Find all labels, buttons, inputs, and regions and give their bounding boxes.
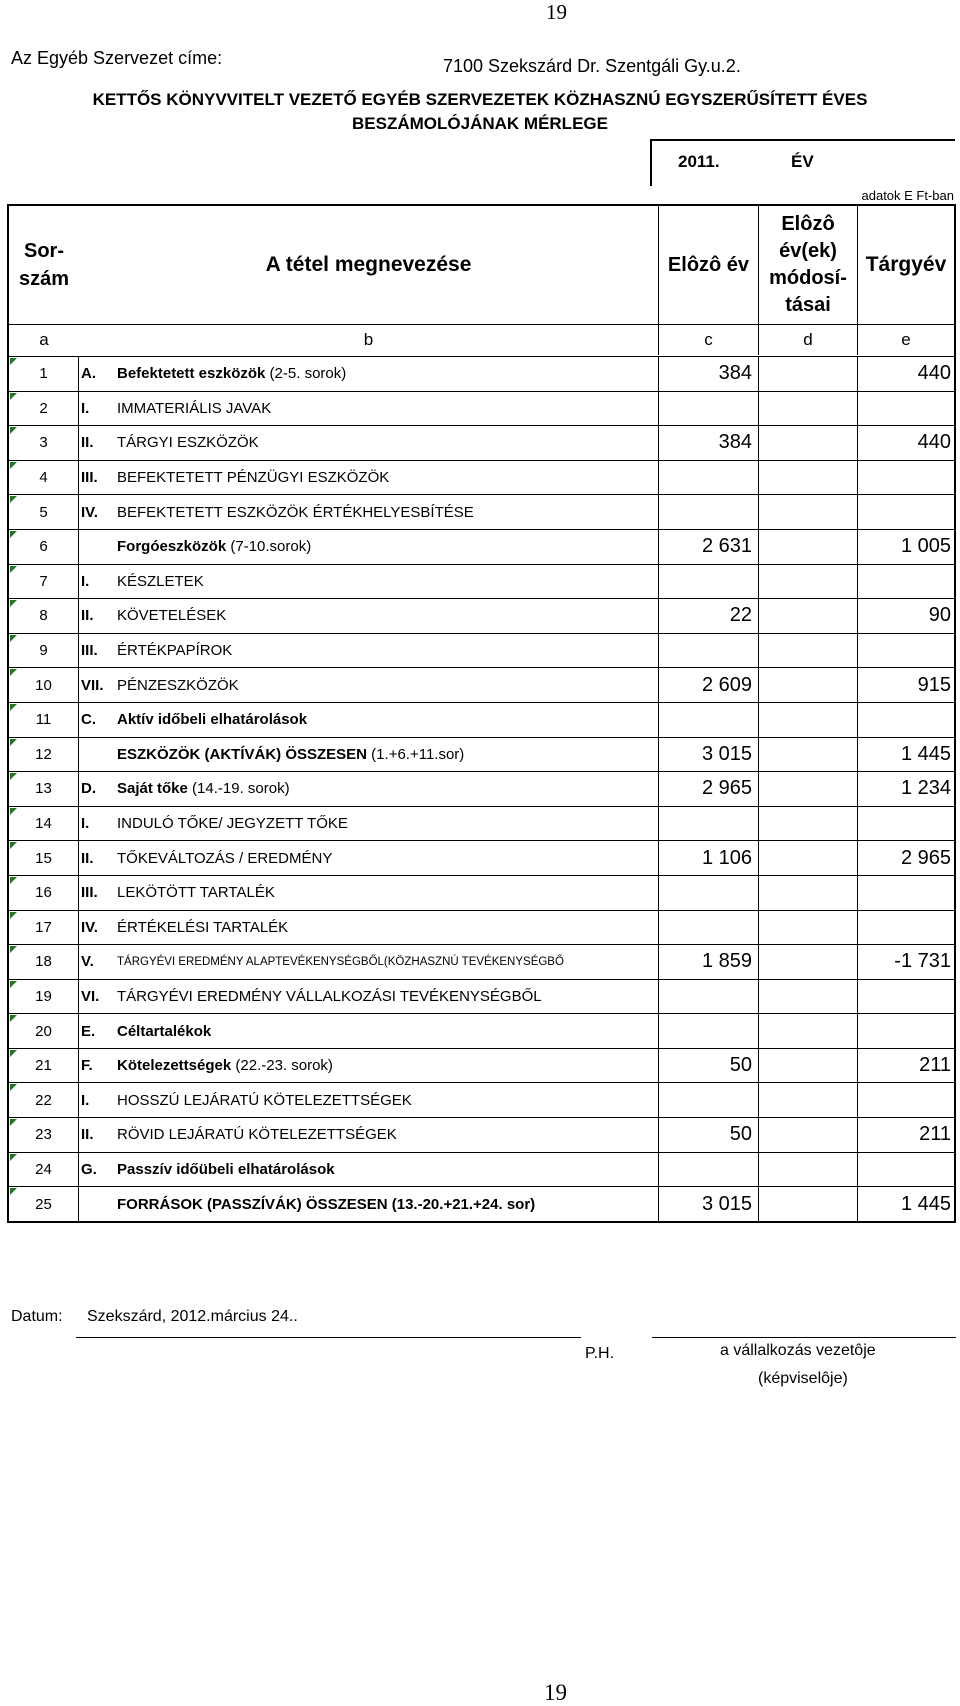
row-code: I. — [81, 1091, 90, 1109]
row-curr-value: -1 731 — [857, 945, 954, 979]
row-name — [117, 392, 660, 426]
row-number — [9, 1153, 79, 1187]
header-sorszam-line2: szám — [18, 268, 70, 290]
row-name — [117, 1187, 660, 1221]
row-mod-value — [758, 530, 857, 564]
row-prev-value: 2 631 — [658, 530, 758, 564]
page-number-bottom: 19 — [544, 1680, 567, 1705]
cell-marker-icon — [10, 1119, 17, 1126]
cell-marker-icon — [10, 566, 17, 573]
row-prev-value: 50 — [658, 1118, 758, 1152]
row-name — [117, 738, 660, 772]
row-mod-value — [758, 599, 857, 633]
row-number-text: 25 — [35, 1195, 52, 1213]
table-row — [9, 356, 954, 391]
cell-marker-icon — [10, 739, 17, 746]
row-mod-value — [758, 1118, 857, 1152]
row-number — [9, 807, 79, 841]
row-number — [9, 530, 79, 564]
row-prev-value — [658, 565, 758, 599]
row-name — [117, 807, 660, 841]
row-name-bold: Forgóeszközök — [117, 538, 227, 556]
year-value: 2011. — [678, 152, 720, 171]
cell-marker-icon — [10, 877, 17, 884]
row-code: F. — [81, 1057, 93, 1075]
row-code: V. — [81, 953, 94, 971]
row-prev-value — [658, 1083, 758, 1117]
organization-label: Az Egyéb Szervezet címe: — [11, 48, 223, 68]
row-name-text: HOSSZÚ LEJÁRATÚ KÖTELEZETTSÉGEK — [117, 1091, 412, 1109]
header-current-year: Tárgyév — [857, 206, 954, 324]
row-number-text: 2 — [39, 399, 48, 417]
row-mod-value — [758, 1049, 857, 1083]
row-number-text: 17 — [35, 918, 52, 936]
row-prev-value: 2 965 — [658, 772, 758, 806]
row-number-text: 15 — [35, 849, 52, 867]
row-number-text: 1 — [39, 365, 48, 383]
row-number — [9, 980, 79, 1014]
column-letter-e: e — [857, 325, 954, 355]
row-code: II. — [81, 849, 94, 867]
row-name — [117, 599, 660, 633]
row-code: II. — [81, 607, 94, 625]
row-name — [117, 1083, 660, 1117]
row-mod-value — [758, 772, 857, 806]
row-code: I. — [81, 572, 90, 590]
row-mod-value — [758, 841, 857, 875]
date-value: Szekszárd, 2012.március 24.. — [87, 1308, 298, 1325]
table-row — [9, 667, 954, 702]
cell-marker-icon — [10, 773, 17, 780]
row-number — [9, 392, 79, 426]
row-name — [117, 1014, 660, 1048]
table-row — [9, 875, 954, 910]
header-mod-line1: Elôzô — [781, 213, 835, 235]
column-letters-row — [9, 324, 954, 356]
header-prev-year: Elôzô év — [658, 206, 758, 324]
row-name-bold: Saját tőke — [117, 780, 188, 798]
row-number — [9, 945, 79, 979]
row-name — [117, 461, 660, 495]
table-row — [9, 737, 954, 772]
cell-marker-icon — [10, 1154, 17, 1161]
cell-marker-icon — [10, 842, 17, 849]
table-row — [9, 1186, 954, 1221]
row-number — [9, 1083, 79, 1117]
row-prev-value — [658, 495, 758, 529]
row-number — [9, 1118, 79, 1152]
row-name — [117, 426, 660, 460]
row-prev-value — [658, 1153, 758, 1187]
cell-marker-icon — [10, 704, 17, 711]
table-row — [9, 529, 954, 564]
row-mod-value — [758, 634, 857, 668]
signatory-title: a vállalkozás vezetôje — [720, 1342, 876, 1359]
row-prev-value: 2 609 — [658, 668, 758, 702]
row-prev-value: 3 015 — [658, 1187, 758, 1221]
row-name-text: LEKÖTÖTT TARTALÉK — [117, 884, 275, 902]
row-name-text: IMMATERIÁLIS JAVAK — [117, 399, 272, 417]
row-code: VII. — [81, 676, 104, 694]
cell-marker-icon — [10, 600, 17, 607]
row-curr-value: 211 — [857, 1118, 954, 1152]
row-curr-value — [857, 703, 954, 737]
row-name-text: INDULÓ TŐKE/ JEGYZETT TŐKE — [117, 815, 348, 833]
row-name — [117, 495, 660, 529]
row-curr-value: 440 — [857, 426, 954, 460]
row-number-text: 5 — [39, 503, 48, 521]
row-name-text: KÖVETELÉSEK — [117, 607, 227, 625]
row-code: E. — [81, 1022, 96, 1040]
row-prev-value: 22 — [658, 599, 758, 633]
cell-marker-icon — [10, 1084, 17, 1091]
row-code: A. — [81, 365, 96, 383]
row-name-text: (2-5. sorok) — [265, 365, 347, 383]
row-curr-value — [857, 1083, 954, 1117]
row-mod-value — [758, 1083, 857, 1117]
row-prev-value: 50 — [658, 1049, 758, 1083]
row-name — [117, 1049, 660, 1083]
date-label: Datum: — [11, 1308, 63, 1325]
signatory-subtitle: (képviselôje) — [758, 1370, 848, 1387]
row-code: II. — [81, 434, 94, 452]
cell-marker-icon — [10, 1050, 17, 1057]
row-name-text: PÉNZESZKÖZÖK — [117, 676, 239, 694]
row-number-text: 14 — [35, 815, 52, 833]
cell-marker-icon — [10, 1015, 17, 1022]
table-body — [9, 356, 954, 1221]
row-number — [9, 772, 79, 806]
column-letter-b: b — [363, 330, 374, 349]
row-name-bold: Kötelezettségek — [117, 1057, 232, 1075]
row-number-text: 9 — [39, 642, 48, 660]
row-curr-value: 211 — [857, 1049, 954, 1083]
row-mod-value — [758, 1153, 857, 1187]
row-code: III. — [81, 642, 98, 660]
row-name — [117, 772, 660, 806]
column-letter-a: a — [39, 330, 49, 349]
row-number — [9, 634, 79, 668]
row-prev-value: 1 859 — [658, 945, 758, 979]
table-row — [9, 1117, 954, 1152]
cell-marker-icon — [10, 981, 17, 988]
table-row — [9, 944, 954, 979]
row-number-text: 19 — [35, 987, 52, 1005]
row-number — [9, 738, 79, 772]
row-curr-value: 1 445 — [857, 738, 954, 772]
row-mod-value — [758, 392, 857, 426]
row-curr-value — [857, 392, 954, 426]
cell-marker-icon — [10, 393, 17, 400]
row-number-text: 23 — [35, 1126, 52, 1144]
row-name-text: KÉSZLETEK — [117, 572, 204, 590]
row-number-text: 8 — [39, 607, 48, 625]
row-name — [117, 565, 660, 599]
header-sorszam-line1: Sor- — [24, 240, 64, 262]
table-row — [9, 460, 954, 495]
cell-marker-icon — [10, 946, 17, 953]
column-letter-d: d — [758, 325, 857, 355]
header-modifications — [758, 206, 857, 324]
row-number-text: 11 — [35, 711, 52, 729]
row-curr-value — [857, 1153, 954, 1187]
table-row — [9, 979, 954, 1014]
table-row — [9, 633, 954, 668]
cell-marker-icon — [10, 531, 17, 538]
row-name-text: (1.+6.+11.sor) — [367, 745, 465, 763]
row-prev-value: 384 — [658, 357, 758, 391]
row-prev-value — [658, 392, 758, 426]
row-name — [117, 841, 660, 875]
row-prev-value — [658, 876, 758, 910]
stamp-label: P.H. — [585, 1345, 615, 1362]
row-number — [9, 565, 79, 599]
row-prev-value: 1 106 — [658, 841, 758, 875]
header-mod-line4: tásai — [785, 294, 831, 316]
row-curr-value — [857, 565, 954, 599]
row-curr-value — [857, 495, 954, 529]
row-prev-value — [658, 634, 758, 668]
unit-note: adatok E Ft-ban — [861, 188, 954, 203]
row-name-text: (14.-19. sorok) — [187, 780, 290, 798]
row-name — [117, 945, 660, 979]
row-curr-value — [857, 461, 954, 495]
row-prev-value — [658, 703, 758, 737]
row-number — [9, 495, 79, 529]
row-code — [81, 530, 117, 564]
cell-marker-icon — [10, 669, 17, 676]
cell-marker-icon — [10, 427, 17, 434]
table-row — [9, 771, 954, 806]
row-number — [9, 599, 79, 633]
table-row — [9, 1013, 954, 1048]
table-row — [9, 391, 954, 426]
row-number-text: 20 — [35, 1022, 52, 1040]
row-number-text: 3 — [39, 434, 48, 452]
row-prev-value — [658, 1014, 758, 1048]
row-mod-value — [758, 565, 857, 599]
row-number-text: 21 — [35, 1057, 52, 1075]
cell-marker-icon — [10, 1188, 17, 1195]
row-curr-value: 1 005 — [857, 530, 954, 564]
column-letter-c: c — [658, 325, 758, 355]
row-name — [117, 357, 660, 391]
row-curr-value: 90 — [857, 599, 954, 633]
row-curr-value — [857, 876, 954, 910]
balance-sheet-table — [7, 204, 956, 1223]
row-code: G. — [81, 1160, 97, 1178]
row-curr-value — [857, 980, 954, 1014]
header-name: A tétel megnevezése — [265, 253, 472, 276]
row-name-text: BEFEKTETETT ESZKÖZÖK ÉRTÉKHELYESBÍTÉSE — [117, 503, 474, 521]
table-row — [9, 1082, 954, 1117]
row-number-text: 6 — [39, 538, 48, 556]
row-number — [9, 1187, 79, 1221]
row-mod-value — [758, 1187, 857, 1221]
signature-line — [652, 1337, 956, 1338]
row-code: IV. — [81, 918, 98, 936]
row-name — [117, 530, 660, 564]
row-code: C. — [81, 711, 96, 729]
row-name — [117, 668, 660, 702]
row-mod-value — [758, 807, 857, 841]
row-code — [81, 738, 117, 772]
cell-marker-icon — [10, 912, 17, 919]
table-row — [9, 806, 954, 841]
row-number — [9, 703, 79, 737]
table-header — [9, 206, 954, 324]
row-code: I. — [81, 399, 90, 417]
cell-marker-icon — [10, 808, 17, 815]
row-mod-value — [758, 1014, 857, 1048]
row-code: II. — [81, 1126, 94, 1144]
row-name — [117, 703, 660, 737]
row-mod-value — [758, 980, 857, 1014]
row-number-text: 12 — [35, 745, 52, 763]
row-curr-value: 2 965 — [857, 841, 954, 875]
cell-marker-icon — [10, 496, 17, 503]
row-curr-value: 1 234 — [857, 772, 954, 806]
row-number-text: 13 — [35, 780, 52, 798]
row-name-bold: Céltartalékok — [117, 1022, 212, 1040]
row-curr-value: 440 — [857, 357, 954, 391]
row-prev-value — [658, 807, 758, 841]
table-row — [9, 1048, 954, 1083]
row-mod-value — [758, 876, 857, 910]
row-mod-value — [758, 461, 857, 495]
row-number-text: 7 — [39, 572, 48, 590]
row-mod-value — [758, 911, 857, 945]
row-number — [9, 461, 79, 495]
row-number — [9, 668, 79, 702]
table-row — [9, 598, 954, 633]
row-mod-value — [758, 945, 857, 979]
row-code: D. — [81, 780, 96, 798]
row-number-text: 22 — [35, 1091, 52, 1109]
row-name-text: (22.-23. sorok) — [231, 1057, 333, 1075]
header-sorszam — [9, 206, 79, 324]
row-name — [117, 876, 660, 910]
row-code: IV. — [81, 503, 98, 521]
row-name-text: RÖVID LEJÁRATÚ KÖTELEZETTSÉGEK — [117, 1126, 397, 1144]
row-code: VI. — [81, 987, 100, 1005]
row-prev-value — [658, 911, 758, 945]
row-number — [9, 1014, 79, 1048]
row-number — [9, 841, 79, 875]
row-name-text: TÁRGYÉVI EREDMÉNY ALAPTEVÉKENYSÉGBŐL(KÖZHASZNÚ TEVÉKENYSÉGBŐ — [117, 955, 564, 968]
row-curr-value — [857, 911, 954, 945]
row-name-bold: FORRÁSOK (PASSZÍVÁK) ÖSSZESEN (13.-20.+21.+24. sor) — [117, 1195, 536, 1213]
organization-address: 7100 Szekszárd Dr. Szentgáli Gy.u.2. — [443, 56, 741, 76]
row-curr-value — [857, 807, 954, 841]
row-mod-value — [758, 426, 857, 460]
table-row — [9, 910, 954, 945]
row-number — [9, 357, 79, 391]
cell-marker-icon — [10, 462, 17, 469]
header-mod-line2: év(ek) — [779, 240, 837, 262]
row-name-bold: Aktív időbeli elhatárolások — [117, 711, 308, 729]
row-name — [117, 911, 660, 945]
stamp-line — [76, 1337, 581, 1338]
row-name-text: ÉRTÉKELÉSI TARTALÉK — [117, 918, 289, 936]
row-number-text: 24 — [35, 1160, 52, 1178]
row-mod-value — [758, 668, 857, 702]
header-mod-line3: módosí- — [769, 267, 847, 289]
row-name — [117, 980, 660, 1014]
row-number — [9, 426, 79, 460]
row-name-bold: ESZKÖZÖK (AKTÍVÁK) ÖSSZESEN — [117, 745, 368, 763]
table-row — [9, 564, 954, 599]
row-number-text: 4 — [39, 469, 48, 487]
row-number-text: 16 — [35, 884, 52, 902]
table-row — [9, 1152, 954, 1187]
row-name — [117, 1153, 660, 1187]
row-name-text: TŐKEVÁLTOZÁS / EREDMÉNY — [117, 849, 333, 867]
year-label: ÉV — [791, 152, 814, 171]
row-mod-value — [758, 738, 857, 772]
row-curr-value — [857, 1014, 954, 1048]
row-name-text: (7-10.sorok) — [226, 538, 312, 556]
table-row — [9, 702, 954, 737]
page-number-top: 19 — [546, 0, 567, 24]
row-mod-value — [758, 495, 857, 529]
row-prev-value: 3 015 — [658, 738, 758, 772]
row-number — [9, 876, 79, 910]
row-prev-value — [658, 980, 758, 1014]
row-code — [81, 1187, 117, 1221]
document-title-line1: KETTŐS KÖNYVVITELT VEZETŐ EGYÉB SZERVEZETEK KÖZHASZNÚ EGYSZERŰSÍTETT ÉVES — [92, 90, 868, 109]
row-curr-value: 1 445 — [857, 1187, 954, 1221]
cell-marker-icon — [10, 358, 17, 365]
row-name-text: TÁRGYÉVI EREDMÉNY VÁLLALKOZÁSI TEVÉKENYSÉGBŐL — [117, 987, 542, 1005]
row-prev-value — [658, 461, 758, 495]
row-curr-value: 915 — [857, 668, 954, 702]
row-number-text: 10 — [35, 676, 52, 694]
row-name-bold: Befektetett eszközök — [117, 365, 266, 383]
row-name-text: TÁRGYI ESZKÖZÖK — [117, 434, 259, 452]
row-name-text: BEFEKTETETT PÉNZÜGYI ESZKÖZÖK — [117, 469, 390, 487]
row-name — [117, 1118, 660, 1152]
table-row — [9, 494, 954, 529]
row-mod-value — [758, 703, 857, 737]
row-number-text: 18 — [35, 953, 52, 971]
row-code: I. — [81, 815, 90, 833]
table-row — [9, 840, 954, 875]
cell-marker-icon — [10, 635, 17, 642]
row-number — [9, 1049, 79, 1083]
row-code: III. — [81, 884, 98, 902]
row-name — [117, 634, 660, 668]
row-number — [9, 911, 79, 945]
table-row — [9, 425, 954, 460]
document-title-line2: BESZÁMOLÓJÁNAK MÉRLEGE — [352, 114, 608, 133]
row-mod-value — [758, 357, 857, 391]
row-curr-value — [857, 634, 954, 668]
row-prev-value: 384 — [658, 426, 758, 460]
row-name-text: ÉRTÉKPAPÍROK — [117, 642, 233, 660]
row-name-bold: Passzív időübeli elhatárolások — [117, 1160, 335, 1178]
row-code: III. — [81, 469, 98, 487]
